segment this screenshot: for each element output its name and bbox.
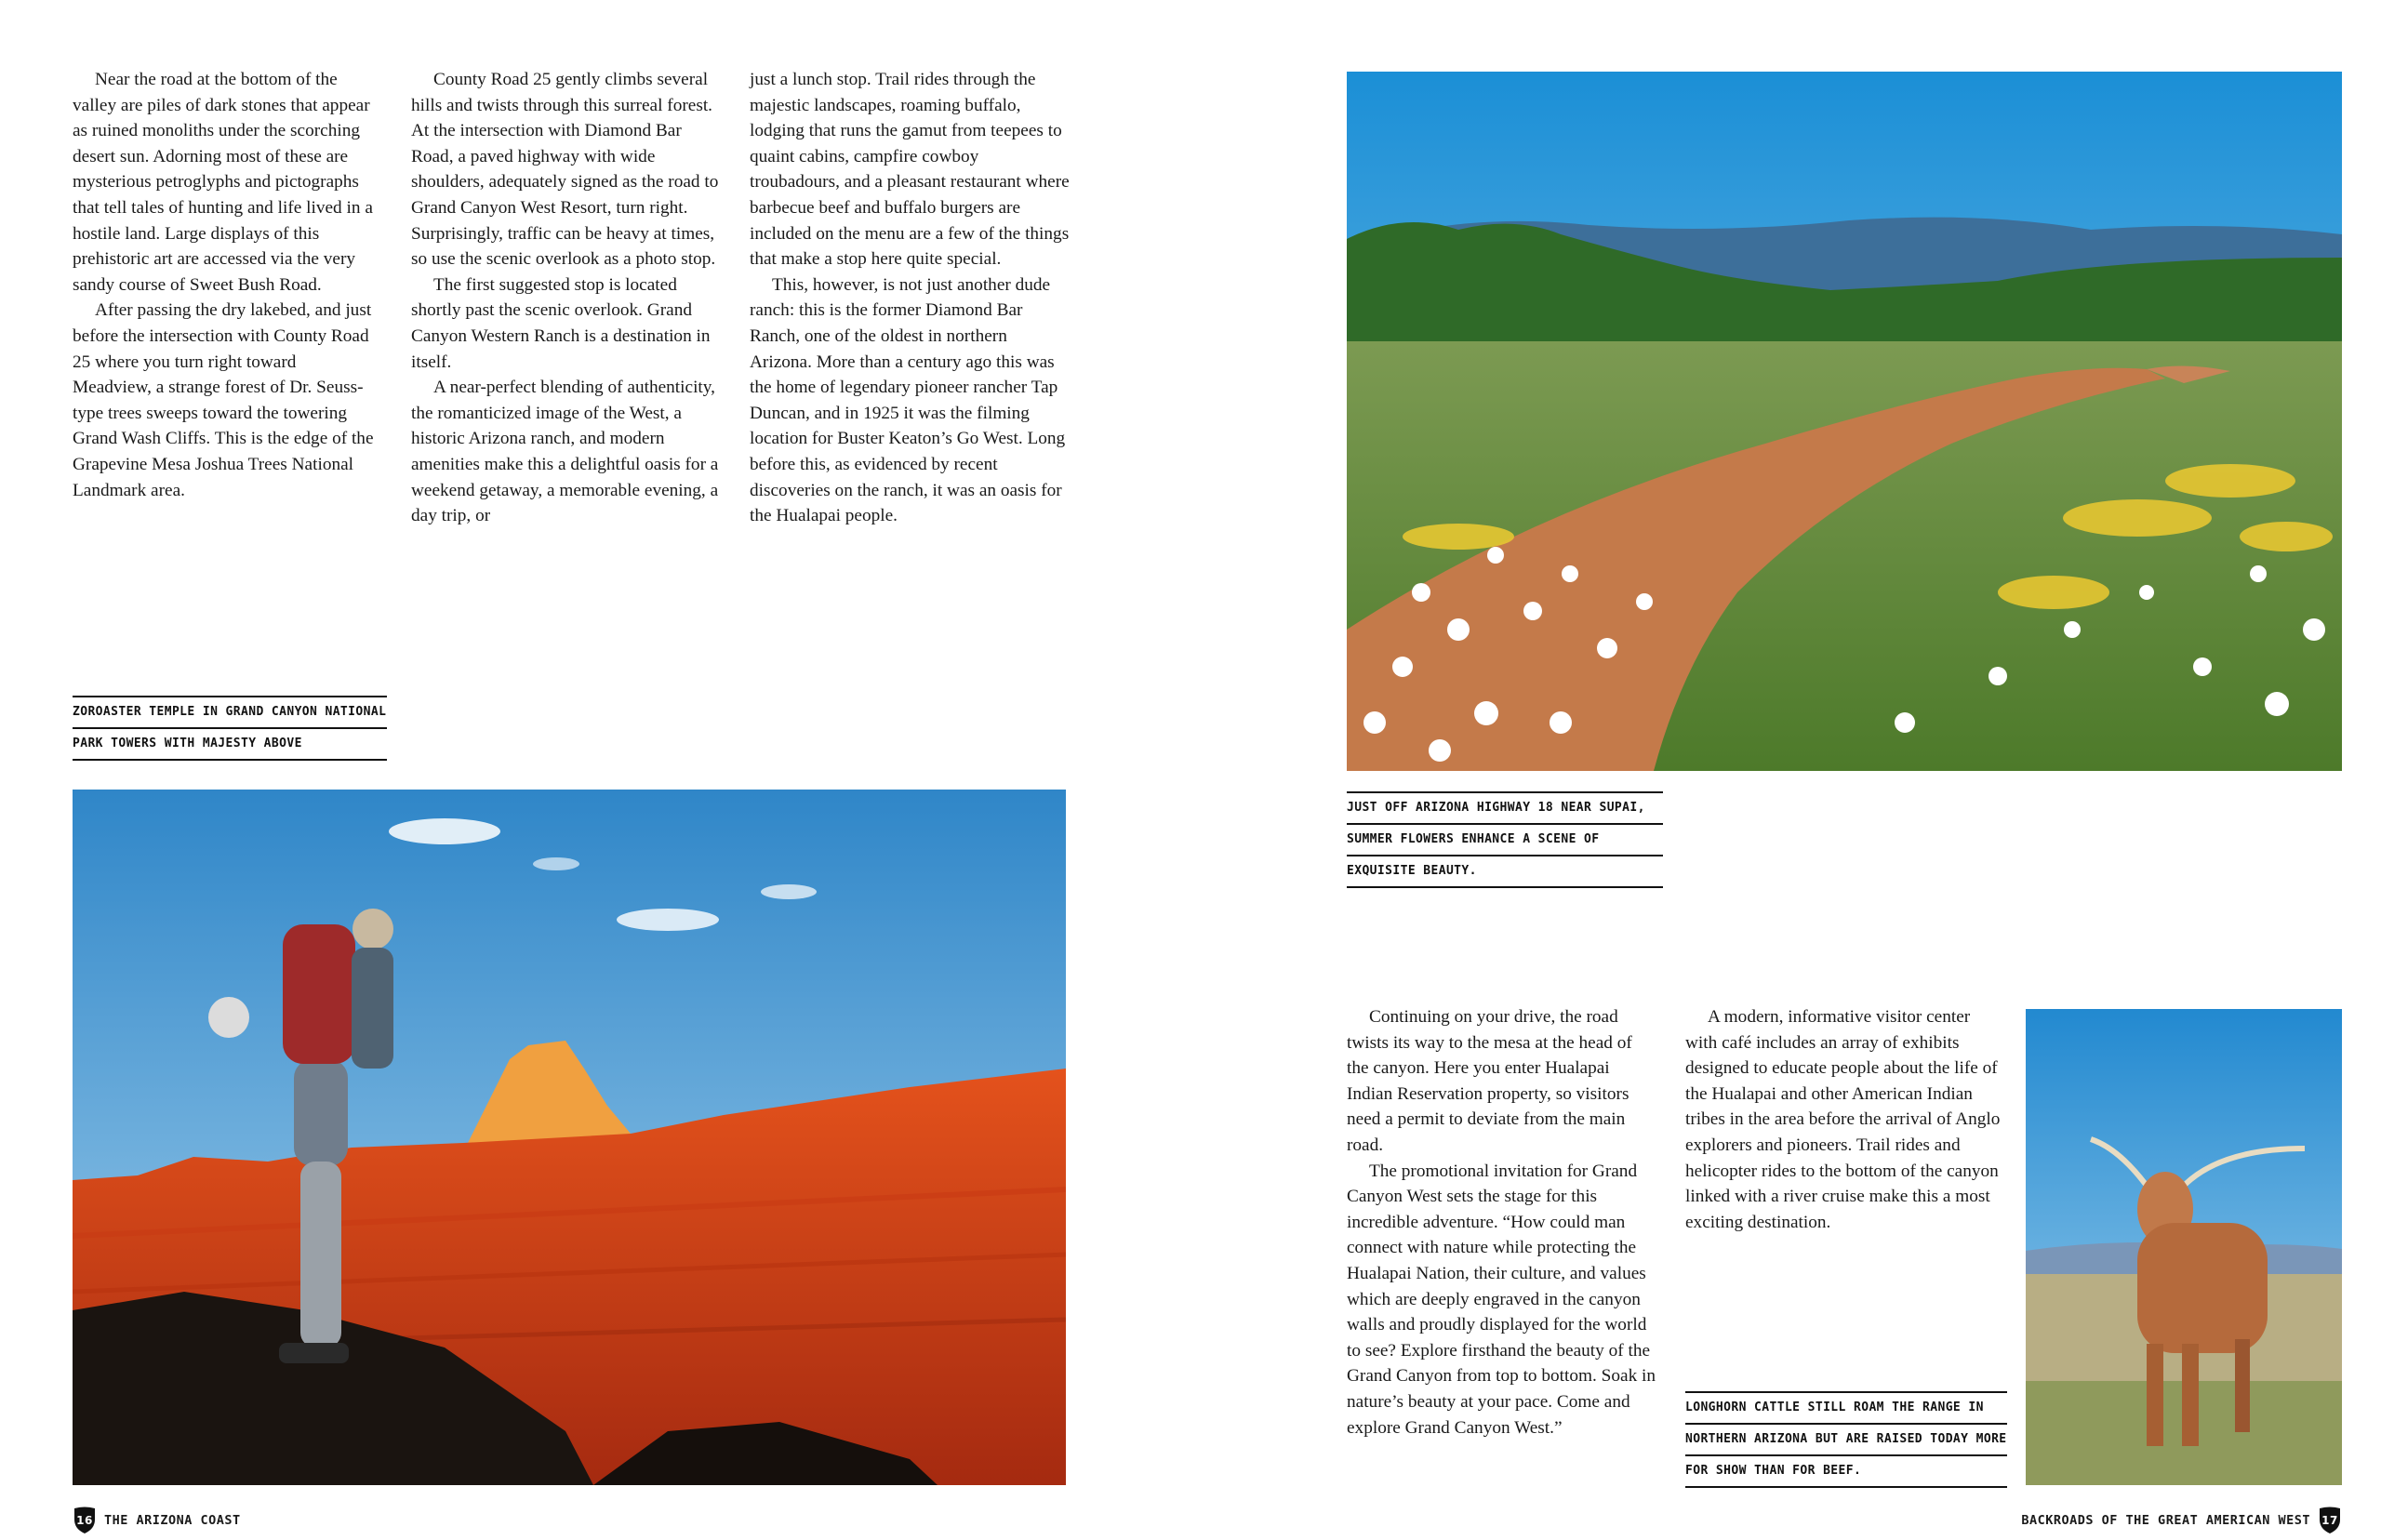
photo-longhorn-cattle xyxy=(2026,1009,2342,1485)
caption-line: ZOROASTER TEMPLE IN GRAND CANYON NATIONAL xyxy=(73,696,387,727)
paragraph: A near-perfect blending of authenticity, the romanticized image of the West, a historic Arizona ranch, and modern amenities make this a delightful oasis for a weekend getaway, a memorable evening, a day trip, or xyxy=(411,378,719,526)
caption-line: PARK TOWERS WITH MAJESTY ABOVE xyxy=(73,727,387,761)
caption-longhorn xyxy=(1685,1391,2007,1488)
photo-supai-road xyxy=(1347,72,2342,771)
paragraph: The first suggested stop is located shortly past the scenic overlook. Grand Canyon Western Ranch is a destination in itself. xyxy=(411,274,711,372)
caption-zoroaster xyxy=(73,696,387,761)
right-column-2 xyxy=(1685,1004,2006,1235)
running-title: BACKROADS OF THE GREAT AMERICAN WEST xyxy=(2021,1513,2310,1528)
left-column-3 xyxy=(750,67,1071,529)
route-shield-icon xyxy=(73,1507,97,1534)
page-number: 17 xyxy=(2321,1514,2338,1527)
paragraph: After passing the dry lakebed, and just before the intersection with County Road 25 where you turn right toward Meadview, a strange forest of Dr. Seuss-type trees sweeps toward the towering Grand Wash Cliffs. This is the edge of the Grapevine Mesa Joshua Trees National Landmark area. xyxy=(73,300,374,500)
running-title: THE ARIZONA COAST xyxy=(104,1513,241,1528)
paragraph: County Road 25 gently climbs several hills and twists through this surreal forest. At the intersection with Diamond Bar Road, a paved highway with wide shoulders, adequately signed as the road to Grand Canyon West Resort, turn right. Surprisingly, traffic can be heavy at times, so use the scenic overlook as a photo stop. xyxy=(411,70,719,270)
caption-supai xyxy=(1347,791,1663,888)
paragraph: The promotional invitation for Grand Canyon West sets the stage for this incredible adventure. “How could man connect with nature while protecting the Hualapai Nation, their culture, and values which are deeply engraved in the canyon walls and proudly displayed for the world to see? Explore firsthand the beauty of the Grand Canyon from top to bottom. Soak in nature’s beauty at your pace. Come and explore Grand Canyon West.” xyxy=(1347,1161,1656,1438)
paragraph: Near the road at the bottom of the valley are piles of dark stones that appear as ruined monoliths under the scorching desert sun. Adorning most of these are mysterious petroglyphs and pictographs that tell tales of hunting and life lived in a hostile land. Large displays of this prehistoric art are accessed via the very sandy course of Sweet Bush Road. xyxy=(73,70,373,295)
caption-line: LONGHORN CATTLE STILL ROAM THE RANGE IN xyxy=(1685,1391,2007,1423)
paragraph: This, however, is not just another dude ranch: this is the former Diamond Bar Ranch, one of the oldest in northern Arizona. More than a century ago this was the home of legendary pioneer rancher Tap Duncan, and in 1925 it was the filming location for Buster Keaton’s Go West. Long before this, as evidenced by recent discoveries on the ranch, it was an oasis for the Hualapai people. xyxy=(750,274,1066,526)
paragraph: Continuing on your drive, the road twists its way to the mesa at the head of the canyon. Here you enter Hualapai Indian Reservation property, so visitors need a permit to deviate from the main road. xyxy=(1347,1007,1632,1155)
folio-left xyxy=(73,1507,241,1534)
photo-zoroaster-temple xyxy=(73,790,1066,1485)
left-column-1 xyxy=(73,67,379,503)
caption-line: EXQUISITE BEAUTY. xyxy=(1347,855,1663,888)
caption-line: SUMMER FLOWERS ENHANCE A SCENE OF xyxy=(1347,823,1663,855)
caption-line: FOR SHOW THAN FOR BEEF. xyxy=(1685,1454,2007,1488)
caption-line: JUST OFF ARIZONA HIGHWAY 18 NEAR SUPAI, xyxy=(1347,791,1663,823)
left-column-2 xyxy=(411,67,723,529)
folio-right xyxy=(2021,1507,2342,1534)
caption-line: NORTHERN ARIZONA BUT ARE RAISED TODAY MORE xyxy=(1685,1423,2007,1454)
paragraph: A modern, informative visitor center with café includes an array of exhibits designed to educate people about the life of the Hualapai and other American Indian tribes in the area before the arrival of Anglo explorers and pioneers. Trail rides and helicopter rides to the bottom of the canyon linked with a river cruise make this a most exciting destination. xyxy=(1685,1007,2001,1232)
paragraph: just a lunch stop. Trail rides through the majestic landscapes, roaming buffalo, lodging that runs the gamut from teepees to quaint cabins, campfire cowboy troubadours, and a pleasant restaurant where barbecue beef and buffalo burgers are included on the menu are a few of the things that make a stop here quite special. xyxy=(750,70,1070,270)
page-number: 16 xyxy=(76,1514,93,1527)
right-column-1 xyxy=(1347,1004,1658,1440)
route-shield-icon xyxy=(2318,1507,2342,1534)
